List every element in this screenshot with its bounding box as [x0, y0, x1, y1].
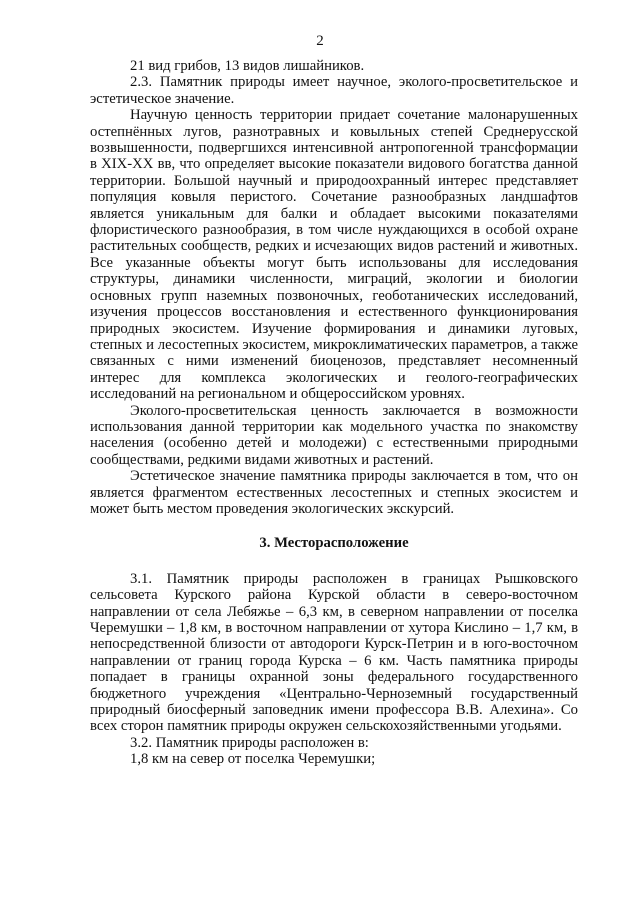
- paragraph-scientific-value: Научную ценность территории придает сочетание малонарушенных остепнённых лугов, разнотравных и ковыльных степей Среднерусской возвышенности, подвергшихся интенсивной антропогенной трансформации в XIX-XX вв, что определяет высокие показатели видового богатства данной территории. Большой научный и природоохранный интерес представляет популяция ковыля перистого. Сочетание разнообразных ландшафтов является уникальным для балки и обладает высокими показателями флористического разнообразия, в том числе нуждающихся в особой охране растительных сообществ, редких и исчезающих видов растений и животных. Все указанные объекты могут быть использованы для исследования структуры, динамики численности, миграций, экологии и биологии основных групп наземных позвоночных, геоботанических исследований, изучения процессов восстановления и естественного функционирования природных экосистем. Изучение формирования и динамики луговых, степных и лесостепных экосистем, микроклиматических параметров, а также связанных с ними изменений биоценозов, представляет несомненный интерес для комплекса экологических и геолого-географических исследований на региональном и общероссийском уровнях.: [90, 107, 578, 403]
- paragraph-aesthetic-value: Эстетическое значение памятника природы заключается в том, что он является фрагментом естественных лесостепных и степных экосистем и может быть местом проведения экологических экскурсий.: [90, 468, 578, 517]
- paragraph-2-3: 2.3. Памятник природы имеет научное, эколого-просветительское и эстетическое значение.: [90, 74, 578, 107]
- document-body: [90, 58, 578, 768]
- paragraph-3-2: 3.2. Памятник природы расположен в:: [130, 734, 369, 751]
- page-number: 2: [316, 33, 324, 49]
- paragraph-fungi-count: 21 вид грибов, 13 видов лишайников.: [130, 58, 365, 74]
- list-item-location: 1,8 км на север от поселка Черемушки;: [130, 751, 376, 768]
- paragraph-educational-value: Эколого-просветительская ценность заключается в возможности использования данной территории как модельного участка по знакомству населения (особенно детей и молодежи) с естественными природными сообществами, редкими видами животных и растений.: [90, 402, 578, 468]
- paragraph-3-1: 3.1. Памятник природы расположен в границах Рышковского сельсовета Курского района Курской области в северо-восточном направлении от села Лебяжье – 6,3 км, в северном направлении от поселка Черемушки – 1,8 км, в восточном направлении от хутора Кислино – 1,7 км, в непосредственной близости от автодороги Курск-Петрин и в юго-восточном направлении от границ города Курска – 6 км. Часть памятника природы попадает в границы охранной зоны федерального государственного бюджетного учреждения «Центрально-Черноземный государственный природный биосферный заповедник имени профессора В.В. Алехина». Со всех сторон памятник природы окружен сельскохозяйственными угодьями.: [90, 570, 578, 735]
- section-heading-location: 3. Месторасположение: [259, 535, 409, 552]
